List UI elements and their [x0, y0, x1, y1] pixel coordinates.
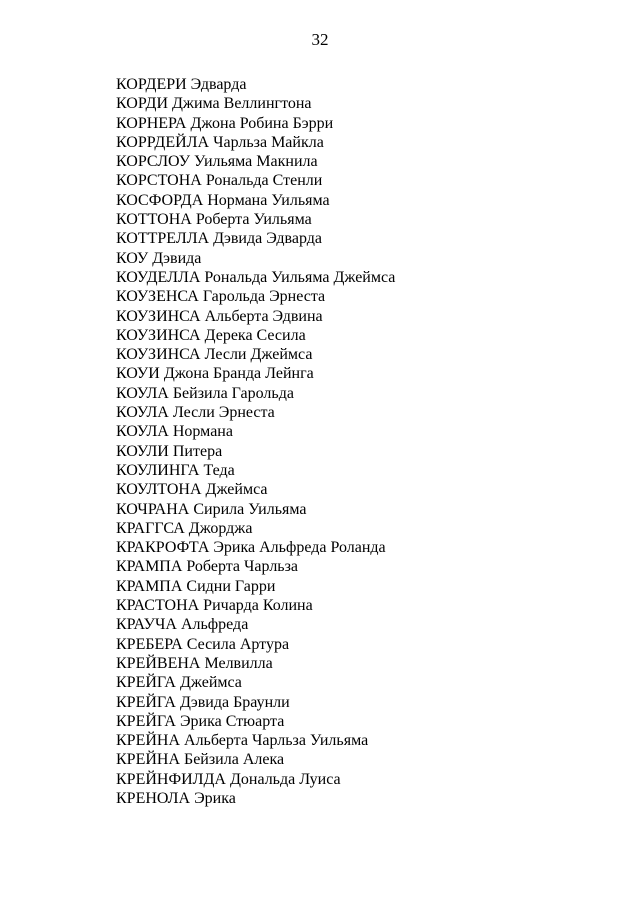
list-item: КОЧРАНА Сирила Уильяма — [116, 500, 307, 518]
page-number: 32 — [311, 30, 329, 49]
list-item: КОУДЕЛЛА Рональда Уильяма Джеймса — [116, 268, 396, 286]
list-item: КОСФОРДА Нормана Уильяма — [116, 191, 330, 209]
list-item: КОРДЕРИ Эдварда — [116, 76, 247, 93]
list-item: КРАМПА Роберта Чарльза — [116, 558, 299, 576]
list-item: КОУ Дэвида — [116, 249, 202, 267]
list-item: КРЕЙНА Альберта Чарльза Уильяма — [116, 732, 369, 750]
list-item: КРЕНОЛА Эрика — [116, 789, 236, 807]
list-item: КОУЛИ Питера — [116, 442, 223, 460]
list-item: КОУЗЕНСА Гарольда Эрнеста — [116, 288, 326, 306]
list-item: КОРДИ Джима Веллингтона — [116, 95, 312, 113]
list-item: КОУЛИНГА Теда — [116, 461, 235, 479]
list-item: КРЕЙВЕНА Мелвилла — [116, 654, 273, 672]
list-item: КОТТРЕЛЛА Дэвида Эдварда — [116, 230, 323, 248]
list-item: КОУЛА Нормана — [116, 423, 233, 441]
name-list — [116, 75, 395, 808]
list-item: КОТТОНА Роберта Уильяма — [116, 211, 312, 229]
list-item: КОУЗИНСА Дерека Сесила — [116, 326, 306, 344]
list-item: КРЕЙГА Эрика Стюарта — [116, 712, 285, 730]
list-item: КОУЗИНСА Лесли Джеймса — [116, 346, 313, 364]
list-item: КРЕЙНФИЛДА Дональда Луиса — [116, 770, 341, 788]
list-item: КОУЛТОНА Джеймса — [116, 481, 268, 499]
list-item: КРЕЙНА Бейзила Алека — [116, 751, 285, 769]
list-item: КРАМПА Сидни Гарри — [116, 577, 276, 595]
list-item: КРАСТОНА Ричарда Колина — [116, 597, 313, 615]
list-item: КРЕЙГА Джеймса — [116, 674, 242, 692]
list-item: КОРРДЕЙЛА Чарльза Майкла — [116, 133, 324, 151]
list-item: КОУЛА Бейзила Гарольда — [116, 384, 294, 402]
list-item: КОРНЕРА Джона Робина Бэрри — [116, 114, 334, 132]
list-item: КОУЛА Лесли Эрнеста — [116, 404, 275, 422]
list-item: КРАКРОФТА Эрика Альфреда Роланда — [116, 539, 386, 557]
list-item: КОУЗИНСА Альберта Эдвина — [116, 307, 323, 325]
list-item: КОРСТОНА Рональда Стенли — [116, 172, 323, 190]
list-item: КРЕБЕРА Сесила Артура — [116, 635, 290, 653]
list-item: КРЕЙГА Дэвида Браунли — [116, 693, 290, 711]
list-item: КРАУЧА Альфреда — [116, 616, 249, 634]
list-item: КОРСЛОУ Уильяма Макнила — [116, 153, 318, 171]
list-item: КОУИ Джона Бранда Лейнга — [116, 365, 314, 383]
list-item: КРАГГСА Джорджа — [116, 519, 253, 537]
